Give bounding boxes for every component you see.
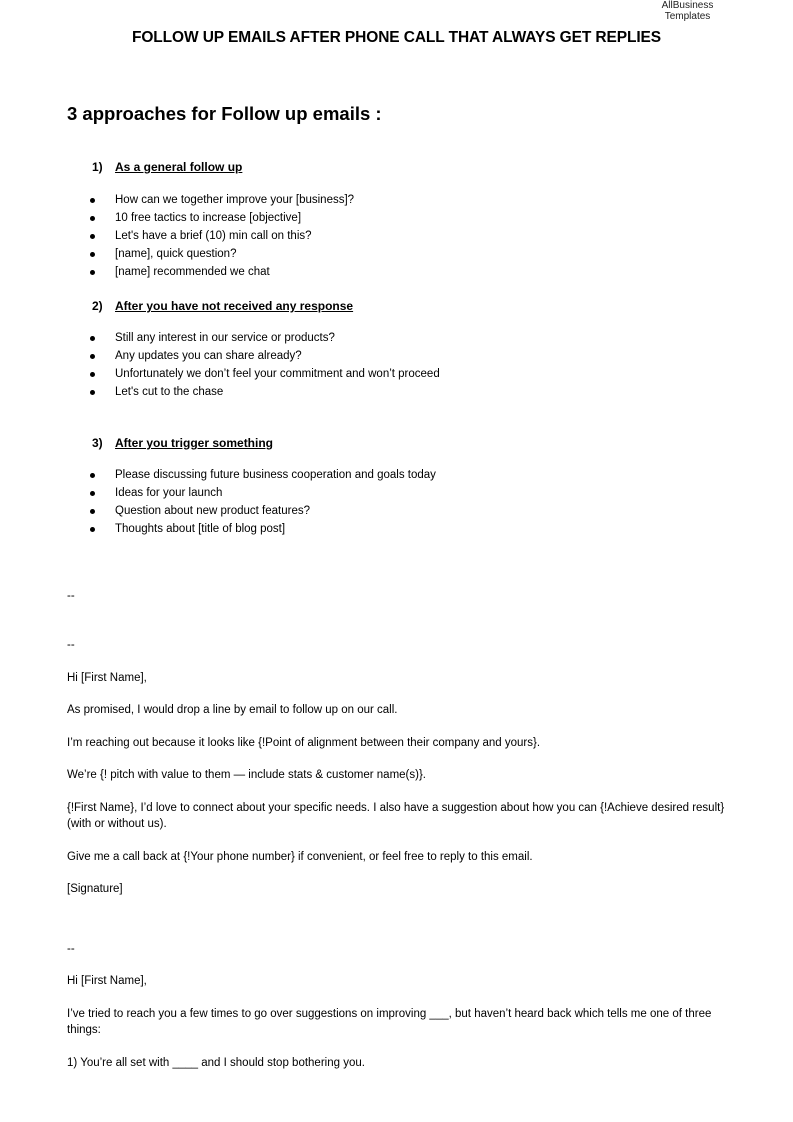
bullet-icon [90, 270, 95, 275]
bullet-icon [90, 198, 95, 203]
section-2-list [90, 329, 440, 401]
bullet-icon [90, 509, 95, 514]
list-item-text: [name], quick question? [115, 248, 237, 260]
section-label: As a general follow up [115, 160, 243, 174]
section-number: 1) [92, 160, 103, 174]
brand-logo [640, 0, 735, 22]
section-3-heading [92, 436, 273, 450]
list-item [90, 227, 354, 245]
email-2-paragraph: 1) You’re all set with ____ and I should stop bothering you. [67, 1057, 365, 1069]
email-1-paragraph: We’re {! pitch with value to them — include stats & customer name(s)}. [67, 769, 426, 781]
bullet-icon [90, 390, 95, 395]
bullet-icon [90, 527, 95, 532]
section-2-heading [92, 299, 353, 313]
list-item-text: Still any interest in our service or products? [115, 332, 335, 344]
section-number: 2) [92, 299, 103, 313]
approaches-heading: 3 approaches for Follow up emails : [67, 103, 382, 124]
list-item-text: [name] recommended we chat [115, 266, 270, 278]
bullet-icon [90, 336, 95, 341]
separator: -- [67, 943, 75, 955]
bullet-icon [90, 354, 95, 359]
list-item [90, 484, 436, 502]
email-1-paragraph: Give me a call back at {!Your phone number} if convenient, or feel free to reply to this email. [67, 851, 533, 863]
section-1-heading [92, 160, 242, 174]
list-item [90, 347, 440, 365]
list-item-text: Any updates you can share already? [115, 350, 302, 362]
section-3-list [90, 466, 436, 538]
list-item [90, 329, 440, 347]
list-item [90, 263, 354, 281]
separator: -- [67, 639, 75, 651]
list-item-text: Let's have a brief (10) min call on this? [115, 230, 312, 242]
email-1-paragraph: As promised, I would drop a line by email to follow up on our call. [67, 704, 398, 716]
list-item [90, 209, 354, 227]
list-item [90, 245, 354, 263]
list-item-text: Thoughts about [title of blog post] [115, 523, 286, 535]
section-label: After you have not received any response [115, 299, 354, 313]
list-item [90, 502, 436, 520]
list-item-text: Please discussing future business cooperation and goals today [115, 469, 436, 481]
bullet-icon [90, 473, 95, 478]
document-title: FOLLOW UP EMAILS AFTER PHONE CALL THAT ALWAYS GET REPLIES [131, 29, 662, 46]
bullet-icon [90, 234, 95, 239]
list-item-text: Ideas for your launch [115, 487, 223, 499]
list-item [90, 191, 354, 209]
email-1-greeting: Hi [First Name], [67, 672, 147, 684]
email-1-paragraph: I’m reaching out because it looks like {!Point of alignment between their company and yours}. [67, 737, 541, 749]
section-1-list [90, 191, 354, 281]
email-2-greeting: Hi [First Name], [67, 975, 147, 987]
separator: -- [67, 590, 75, 602]
bullet-icon [90, 252, 95, 257]
section-label: After you trigger something [115, 436, 274, 450]
list-item-text: How can we together improve your [business]? [115, 194, 355, 206]
list-item-text: Question about new product features? [115, 505, 310, 517]
list-item [90, 466, 436, 484]
bullet-icon [90, 491, 95, 496]
email-1-paragraph: {!First Name}, I’d love to connect about your specific needs. I also have a suggestion about how you can {!Achieve desired result} (with or without us). [67, 802, 725, 830]
brand-line-2: Templates [664, 11, 711, 22]
bullet-icon [90, 216, 95, 221]
list-item-text: Let's cut to the chase [115, 386, 224, 398]
list-item-text: Unfortunately we don’t feel your commitment and won’t proceed [115, 368, 440, 380]
email-1-signature: [Signature] [67, 883, 123, 895]
list-item [90, 365, 440, 383]
bullet-icon [90, 372, 95, 377]
section-number: 3) [92, 436, 103, 450]
list-item-text: 10 free tactics to increase [objective] [115, 212, 302, 224]
list-item [90, 383, 440, 401]
brand-line-1: AllBusiness [661, 0, 714, 11]
list-item [90, 520, 436, 538]
email-2-paragraph: I’ve tried to reach you a few times to go over suggestions on improving ___, but haven’t heard back which tells me one of three things: [67, 1008, 712, 1036]
